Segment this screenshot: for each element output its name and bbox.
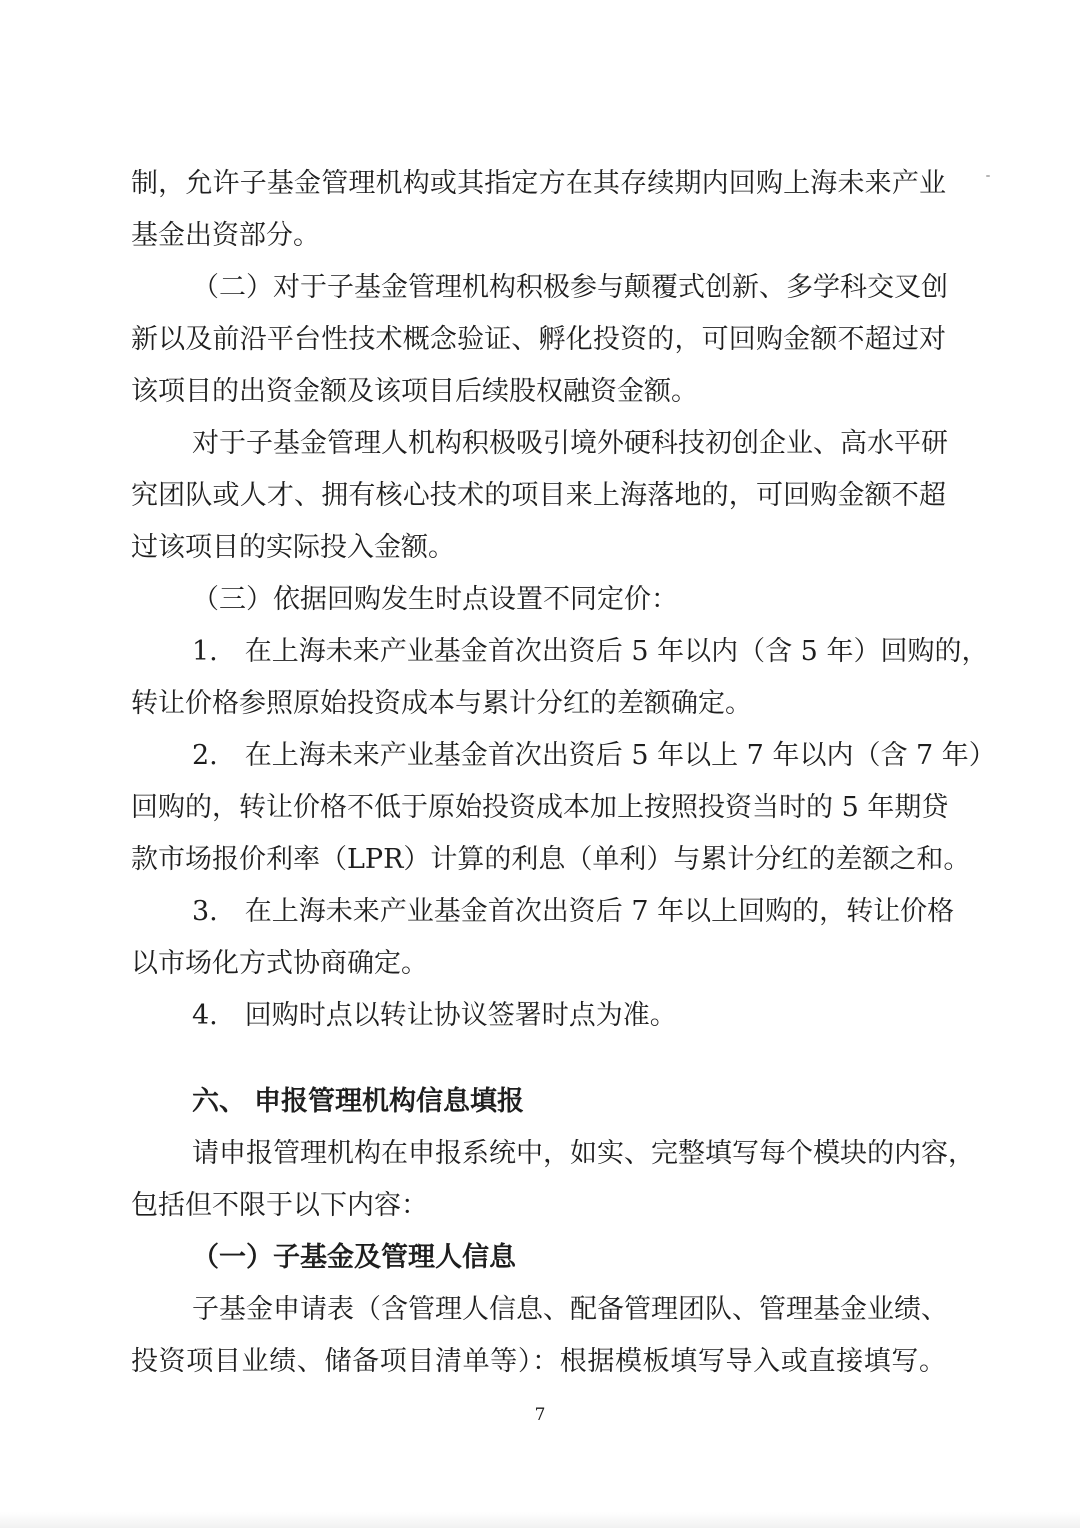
paragraph-line: 投资项目业绩、储备项目清单等）：根据模板填写导入或直接填写。 bbox=[131, 1346, 946, 1377]
paragraph-line: （三）依据回购发生时点设置不同定价： bbox=[192, 584, 678, 615]
paragraph-line: 子基金申请表（含管理人信息、配备管理团队、管理基金业绩、 bbox=[192, 1294, 948, 1325]
paragraph-line: 请申报管理机构在申报系统中，如实、完整填写每个模块的内容， bbox=[192, 1138, 975, 1169]
section-number: 六、 bbox=[192, 1086, 246, 1117]
list-item-line: 以市场化方式协商确定。 bbox=[131, 948, 428, 979]
list-item-line: 3. 在上海未来产业基金首次出资后 7 年以上回购的，转让价格 bbox=[192, 896, 955, 927]
scan-speck bbox=[986, 175, 990, 177]
subsection-heading: （一）子基金及管理人信息 bbox=[192, 1242, 516, 1273]
list-item-line: 转让价格参照原始投资成本与累计分红的差额确定。 bbox=[131, 688, 752, 719]
section-heading bbox=[192, 1085, 946, 1119]
paragraph-line: 该项目的出资金额及该项目后续股权融资金额。 bbox=[131, 376, 698, 407]
paragraph-line: 究团队或人才、拥有核心技术的项目来上海落地的，可回购金额不超 bbox=[131, 480, 946, 511]
list-item-line: 4. 回购时点以转让协议签署时点为准。 bbox=[192, 1000, 677, 1031]
paragraph-line: （二）对于子基金管理机构积极参与颠覆式创新、多学科交叉创 bbox=[192, 272, 948, 303]
paragraph-line: 包括但不限于以下内容： bbox=[131, 1190, 428, 1221]
paragraph-line: 对于子基金管理人机构积极吸引境外硬科技初创企业、高水平研 bbox=[192, 428, 948, 459]
list-item-line: 回购的，转让价格不低于原始投资成本加上按照投资当时的 5 年期贷 bbox=[131, 792, 949, 823]
scan-edge-shade bbox=[0, 1512, 1080, 1528]
paragraph-line: 制，允许子基金管理机构或其指定方在其存续期内回购上海未来产业 bbox=[131, 168, 946, 199]
paragraph-line: 新以及前沿平台性技术概念验证、孵化投资的，可回购金额不超过对 bbox=[131, 324, 946, 355]
list-item-line: 1. 在上海未来产业基金首次出资后 5 年以内（含 5 年）回购的， bbox=[192, 636, 989, 667]
paragraph-line: 过该项目的实际投入金额。 bbox=[131, 532, 455, 563]
page-number: 7 bbox=[534, 1405, 546, 1425]
list-item-line: 款市场报价利率（LPR）计算的利息（单利）与累计分红的差额之和。 bbox=[131, 844, 971, 875]
section-title: 申报管理机构信息填报 bbox=[254, 1086, 524, 1117]
paragraph-line: 基金出资部分。 bbox=[131, 220, 320, 251]
list-item-line: 2. 在上海未来产业基金首次出资后 5 年以上 7 年以内（含 7 年） bbox=[192, 740, 996, 771]
